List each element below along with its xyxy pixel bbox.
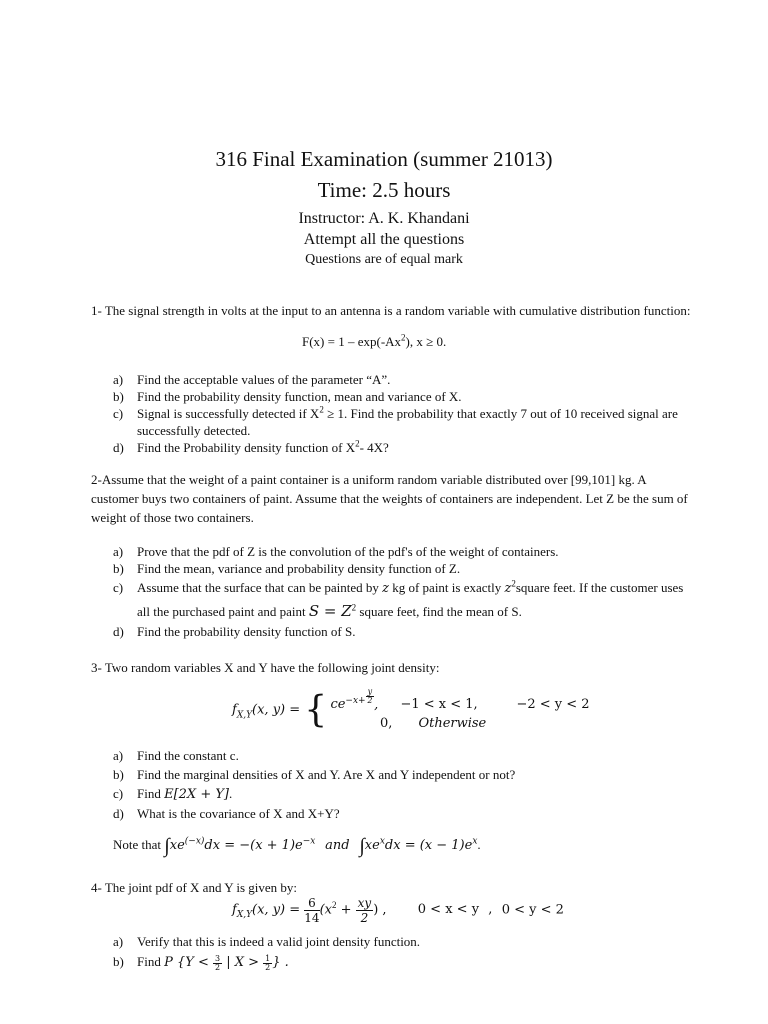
item-exp: 2 bbox=[319, 404, 324, 415]
item-mark: a) bbox=[113, 934, 124, 949]
q4-paren-open: (x bbox=[319, 902, 332, 918]
q3-note-integral2-exp: x bbox=[379, 836, 385, 847]
q3-items bbox=[113, 746, 693, 823]
q4-sep: , bbox=[488, 902, 493, 918]
item-text-pre: Signal is successfully detected if X bbox=[137, 406, 320, 421]
item-text-post: . bbox=[229, 786, 233, 801]
q2-items bbox=[113, 543, 693, 640]
q1-intro: 1- The signal strength in volts at the input to an antenna is a random variable with cumulative distribution function: bbox=[91, 303, 691, 318]
item-text: Find the constant c. bbox=[137, 748, 239, 763]
item-text: What is the covariance of X and X+Y? bbox=[137, 806, 340, 821]
exam-title: 316 Final Examination (summer 21013) bbox=[215, 147, 553, 171]
q2-item-b bbox=[113, 560, 693, 577]
q3-note-and: and bbox=[325, 837, 350, 853]
item-text-mid2: square feet. If the customer uses all the purchased paint and paint bbox=[137, 580, 684, 619]
item-text: Verify that this is indeed a valid joint density function. bbox=[137, 934, 421, 949]
item-exp: 2 bbox=[355, 438, 360, 449]
item-text-post: ≥ 1. Find the probability that exactly 7 out of 10 received signal are successfully detected. bbox=[137, 406, 678, 438]
item-math: E[2X + Y] bbox=[164, 787, 229, 802]
q4-lhs-args: (x, y) = bbox=[252, 902, 305, 918]
q1-item-d bbox=[113, 439, 693, 456]
q3-note-integral1-rhs: dx = −(x + 1)e bbox=[204, 837, 303, 853]
q4-coef-num: 6 bbox=[304, 896, 319, 911]
q4-xy-fraction bbox=[356, 896, 374, 925]
q4-b-frac1-den: 2 bbox=[214, 962, 221, 972]
item-text: Prove that the pdf of Z is the convolution of the pdf's of the weight of containers. bbox=[137, 544, 559, 559]
item-text: Find the marginal densities of X and Y. Are X and Y independent or not? bbox=[137, 767, 516, 782]
q3-intro: 3- Two random variables X and Y have the following joint density: bbox=[91, 660, 440, 675]
item-mark: a) bbox=[113, 372, 124, 387]
q3-note bbox=[113, 836, 481, 856]
q3-case1-cond2: −2 < y < 2 bbox=[516, 697, 590, 713]
q1-item-a bbox=[113, 371, 693, 388]
item-math-s: S = Z bbox=[308, 602, 352, 620]
q4-b-frac2-den: 2 bbox=[265, 962, 271, 972]
q1-item-b bbox=[113, 388, 693, 405]
q3-item-c bbox=[113, 784, 693, 804]
q3-note-integral1: xe bbox=[169, 837, 185, 853]
exam-time: Time: 2.5 hours bbox=[317, 178, 451, 202]
q1-cdf-exp: 2 bbox=[401, 332, 406, 343]
item-mark: c) bbox=[113, 406, 124, 421]
q3-note-integral2-rhs: dx = (x − 1)e bbox=[384, 837, 473, 853]
q3-note-label: Note that bbox=[113, 836, 162, 852]
q3-lhs-sub: X,Y bbox=[236, 710, 253, 721]
q4-b-frac2-num: 1 bbox=[265, 953, 271, 963]
q4-items bbox=[113, 932, 693, 974]
item-math-z: z bbox=[382, 581, 389, 596]
item-text: Find the probability density function, mean and variance of X. bbox=[137, 389, 462, 404]
item-mark: d) bbox=[113, 624, 124, 639]
exam-equal-mark-note: Questions are of equal mark bbox=[305, 252, 463, 267]
q3-case1-frac-num: y bbox=[367, 687, 373, 696]
item-text: Find the probability density function of S. bbox=[137, 624, 356, 639]
item-mark: b) bbox=[113, 767, 124, 782]
item-text-pre: Find bbox=[137, 954, 165, 969]
item-mark: d) bbox=[113, 440, 124, 455]
item-text-post: square feet, find the mean of S. bbox=[356, 604, 522, 619]
q1-cdf-equation bbox=[302, 334, 446, 350]
q4-coef-fraction bbox=[304, 896, 319, 925]
item-text-post: - 4X? bbox=[359, 440, 389, 455]
integral-sign-1: ∫ bbox=[164, 835, 170, 857]
q1-cdf: F(x) = 1 – exp(-Ax bbox=[302, 334, 402, 349]
item-mark: b) bbox=[113, 561, 124, 576]
q3-note-integral1-rhs-exp: −x bbox=[302, 836, 316, 847]
q2-intro: 2-Assume that the weight of a paint container is a uniform random variable distributed over [99,101] kg. A customer buys two containers of paint. Assume that the weights of containers are independent. Let Z be the sum of weight of those two containers. bbox=[91, 472, 688, 525]
q3-cases bbox=[330, 688, 589, 733]
q4-lhs-sub: X,Y bbox=[236, 910, 253, 921]
item-mark: c) bbox=[113, 786, 124, 801]
item-math-mid: | X > bbox=[222, 955, 264, 970]
q3-case1-expr: ce bbox=[330, 697, 346, 713]
q1-item-c bbox=[113, 405, 693, 439]
q4-b-frac1-num: 3 bbox=[214, 953, 221, 963]
q4-plus: + bbox=[336, 902, 356, 918]
q1-items bbox=[113, 371, 693, 456]
q3-joint-density-equation bbox=[232, 688, 590, 733]
item-text: Find the mean, variance and probability density function of Z. bbox=[137, 561, 461, 576]
item-text-pre: Assume that the surface that can be painted by bbox=[137, 580, 383, 595]
item-text: Find the acceptable values of the parameter “A”. bbox=[137, 372, 391, 387]
item-math-s-exp: 2 bbox=[351, 602, 357, 613]
q3-case-1: ce−x+ $\frac{y}{2}$ , −1 < x < 1, −2 < y < 2 bbox=[330, 687, 590, 713]
q3-case-2 bbox=[330, 714, 589, 733]
item-mark: b) bbox=[113, 389, 124, 404]
item-text-pre: Find bbox=[137, 786, 165, 801]
q3-case2-expr: 0, bbox=[380, 716, 393, 732]
q4-intro: 4- The joint pdf of X and Y is given by: bbox=[91, 880, 298, 895]
item-mark: c) bbox=[113, 580, 124, 595]
q4-joint-pdf-equation bbox=[232, 896, 564, 925]
q3-case1-cond: −1 < x < 1, bbox=[400, 697, 478, 713]
q4-coef-den: 14 bbox=[304, 911, 320, 925]
q4-item-b bbox=[113, 951, 693, 974]
item-text-mid: kg of paint is exactly bbox=[388, 580, 505, 595]
q2-item-a bbox=[113, 543, 693, 560]
q4-cond1: 0 < x < y bbox=[417, 902, 480, 918]
item-mark: b) bbox=[113, 954, 124, 969]
q4-cond2: 0 < y < 2 bbox=[501, 902, 564, 918]
q3-item-a bbox=[113, 746, 693, 765]
item-math-post: } . bbox=[272, 955, 289, 970]
q3-item-b bbox=[113, 765, 693, 784]
item-mark: a) bbox=[113, 748, 124, 763]
item-math-z2: z bbox=[504, 581, 512, 596]
q3-lhs: f bbox=[232, 702, 237, 718]
exam-attempt-note: Attempt all the questions bbox=[303, 231, 465, 248]
q3-note-integral2-rhs-exp: x bbox=[472, 836, 478, 847]
item-exp: 2 bbox=[511, 578, 516, 589]
q3-lhs-args: (x, y) = bbox=[252, 702, 305, 718]
q1-cdf-tail: ), x ≥ 0. bbox=[405, 334, 447, 349]
q3-case2-cond: Otherwise bbox=[418, 716, 487, 732]
q4-x-exp: 2 bbox=[331, 900, 337, 911]
q4-xy-num: xy bbox=[357, 896, 372, 910]
q4-item-a bbox=[113, 932, 693, 951]
q3-note-integral1-exp: (−x) bbox=[184, 836, 205, 847]
q3-note-integral2: xe bbox=[364, 837, 380, 853]
q2-item-c bbox=[113, 577, 693, 623]
item-mark: a) bbox=[113, 544, 124, 559]
integral-sign-2: ∫ bbox=[359, 835, 365, 857]
q3-item-d bbox=[113, 804, 693, 823]
item-mark: d) bbox=[113, 806, 124, 821]
q2-item-d bbox=[113, 623, 693, 640]
q4-paren-close: ) , bbox=[373, 902, 387, 918]
q3-left-brace: { bbox=[304, 689, 328, 731]
q3-note-end: . bbox=[477, 836, 481, 852]
q3-case1-frac-den: 2 bbox=[367, 696, 373, 705]
exam-instructor: Instructor: A. K. Khandani bbox=[298, 210, 470, 227]
q4-xy-den: 2 bbox=[360, 911, 369, 925]
item-text-pre: Find the Probability density function of X bbox=[137, 440, 356, 455]
item-math: P {Y < bbox=[164, 955, 213, 970]
q4-lhs: f bbox=[232, 902, 237, 918]
